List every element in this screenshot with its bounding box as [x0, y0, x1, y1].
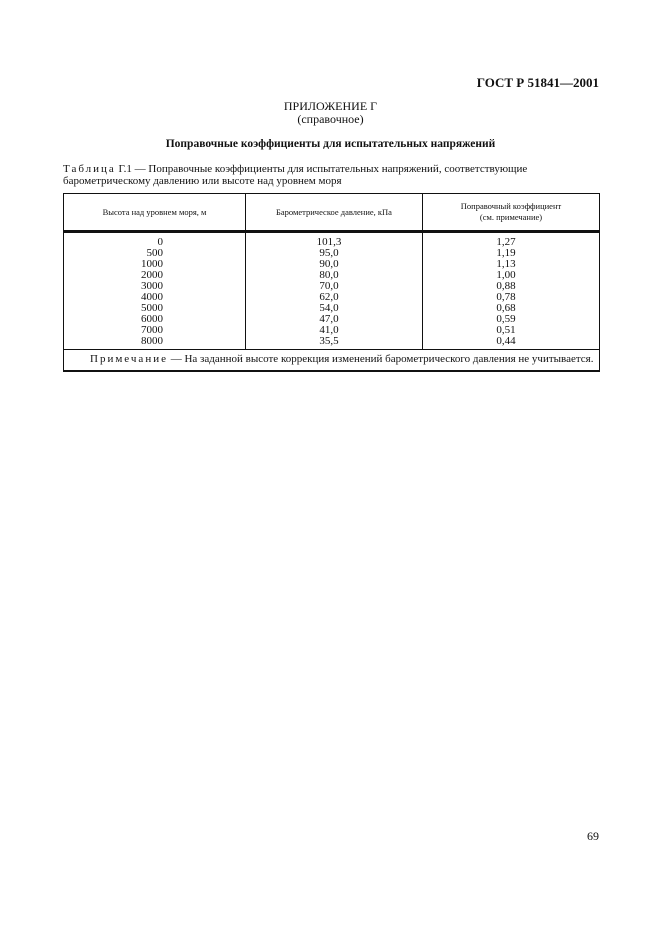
- coef-header-line1: Поправочный коэффициент: [460, 201, 562, 211]
- appendix-heading: [0, 100, 661, 126]
- section-title: Поправочные коэффициенты для испытательных напряжений: [165, 138, 496, 150]
- pressure-column: [246, 232, 423, 350]
- altitude-cell: 2000: [141, 269, 163, 281]
- pressure-cell: 70,0: [319, 280, 339, 292]
- page-number: 69: [587, 829, 599, 843]
- coefficient-cell: 1,27: [496, 236, 516, 248]
- altitude-cell: 1000: [141, 258, 163, 270]
- altitude-cell: 3000: [141, 280, 163, 292]
- column-header-pressure: Барометрическое давление, кПа: [246, 194, 423, 232]
- table-note-row: [64, 350, 600, 372]
- altitude-cell: 5000: [141, 302, 163, 314]
- appendix-subtitle: (справочное): [297, 112, 364, 126]
- altitude-cell: 8000: [141, 335, 163, 347]
- pressure-cell: 41,0: [319, 324, 339, 336]
- column-header-coefficient: [423, 194, 600, 232]
- table-note: [64, 350, 600, 372]
- pressure-cell: 80,0: [319, 269, 339, 281]
- pressure-cell: 54,0: [319, 302, 339, 314]
- column-header-altitude: Высота над уровнем моря, м: [64, 194, 246, 232]
- altitude-cell: 6000: [141, 313, 163, 325]
- pressure-cell: 90,0: [319, 258, 339, 270]
- note-label: Примечание: [90, 353, 168, 365]
- pressure-cell: 62,0: [319, 291, 339, 303]
- coefficient-cell: 1,13: [496, 258, 516, 270]
- altitude-cell: 7000: [141, 324, 163, 336]
- coefficient-cell: 1,00: [496, 269, 516, 281]
- altitude-cell: 4000: [141, 291, 163, 303]
- altitude-cell: 500: [146, 247, 163, 259]
- coefficient-cell: 1,19: [496, 247, 516, 259]
- table-data-row: [64, 232, 600, 350]
- coefficient-cell: 0,51: [496, 324, 516, 336]
- appendix-title: ПРИЛОЖЕНИЕ Г: [283, 99, 378, 113]
- table-label: Таблица: [63, 163, 116, 175]
- altitude-cell: 0: [157, 236, 163, 248]
- coefficient-cell: 0,44: [496, 335, 516, 347]
- table-header-row: [64, 194, 600, 232]
- coefficient-cell: 0,68: [496, 302, 516, 314]
- coef-header-line2: (см. примечание): [479, 212, 543, 222]
- coefficient-cell: 0,59: [496, 313, 516, 325]
- table-caption-text: Г.1 — Поправочные коэффициенты для испытательных напряжений, соответствующие барометрическому давлению или высоте над уровнем моря: [63, 163, 528, 187]
- document-code: ГОСТ Р 51841—2001: [476, 75, 599, 90]
- altitude-column: [64, 232, 246, 350]
- pressure-cell: 95,0: [319, 247, 339, 259]
- coefficient-cell: 0,78: [496, 291, 516, 303]
- correction-table: [63, 193, 600, 372]
- pressure-cell: 35,5: [319, 335, 339, 347]
- table-caption: [63, 163, 603, 187]
- note-text: — На заданной высоте коррекция изменений барометрического давления не учитывается.: [167, 353, 594, 365]
- pressure-cell: 101,3: [316, 236, 342, 248]
- coefficient-column: [423, 232, 600, 350]
- pressure-cell: 47,0: [319, 313, 339, 325]
- coefficient-cell: 0,88: [496, 280, 516, 292]
